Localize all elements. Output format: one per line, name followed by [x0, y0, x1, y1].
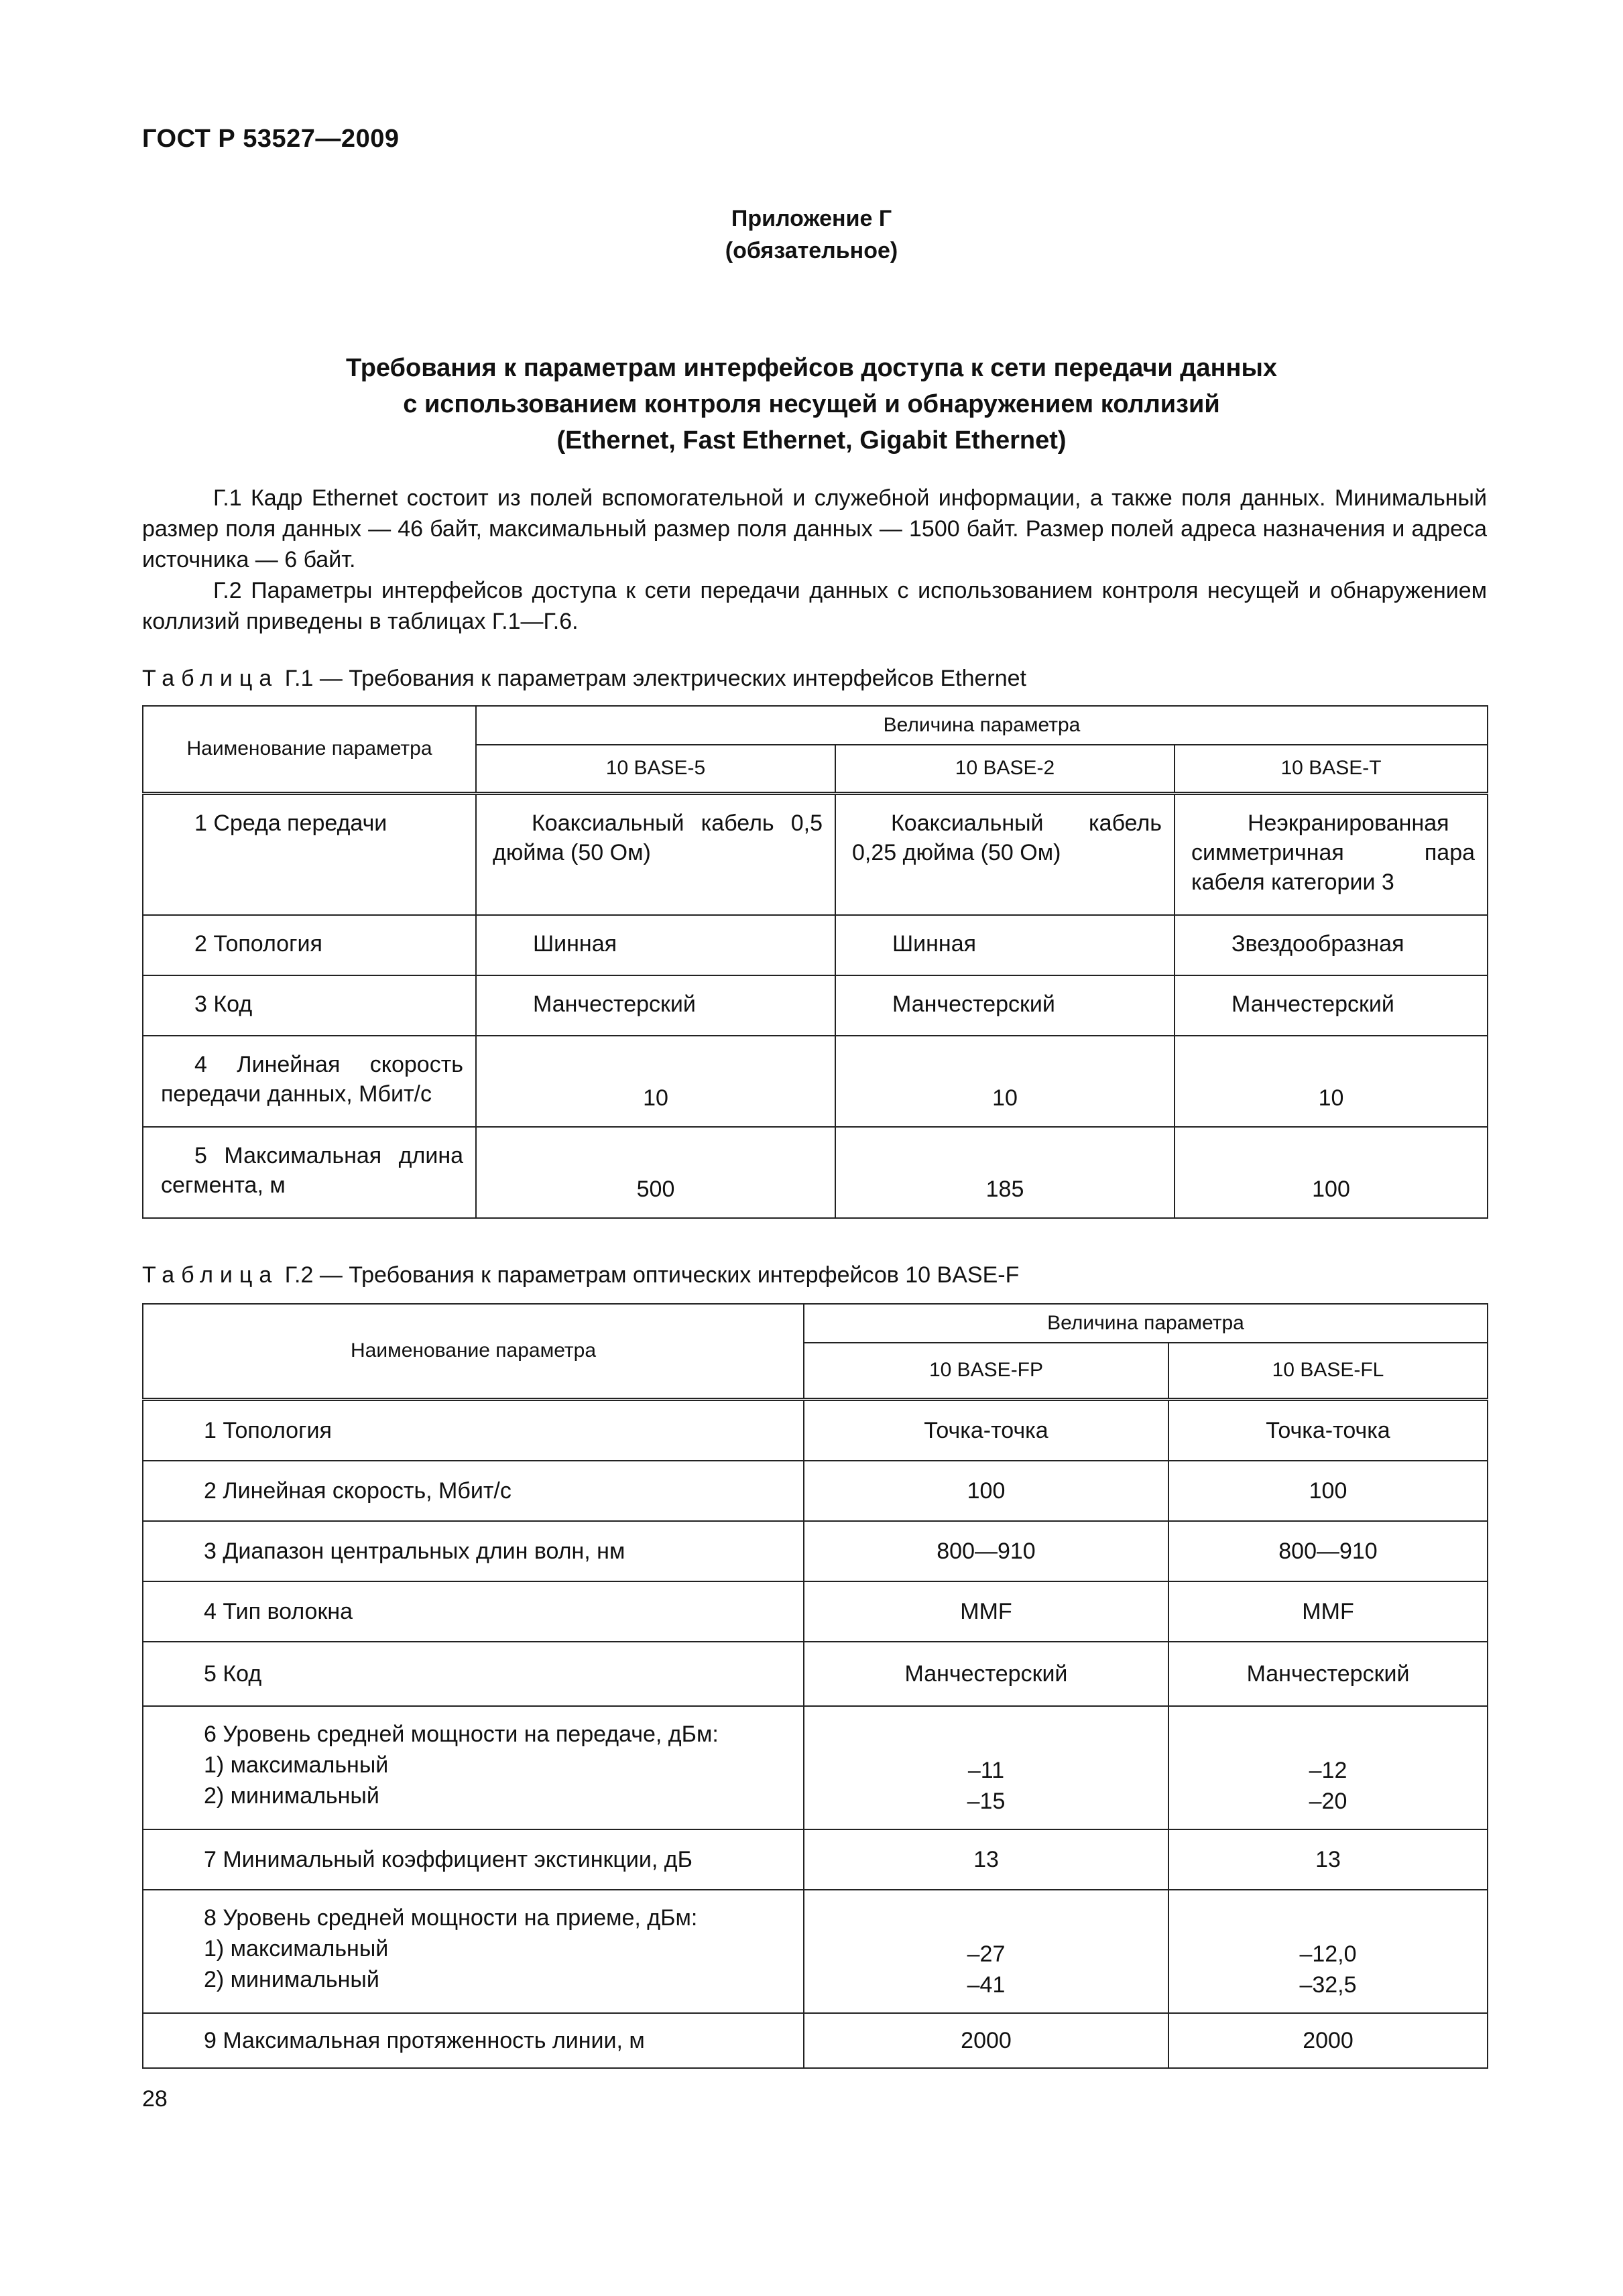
standard-number: ГОСТ Р 53527—2009	[142, 125, 400, 153]
table2-param: 9 Максимальная протяженность линии, м	[143, 2013, 804, 2068]
table2-param-sub: 1) максимальный	[204, 1936, 389, 1961]
table2-col-10basefp: 10 BASE-FP	[804, 1343, 1168, 1399]
table2-cell: Точка-точка	[1168, 1399, 1488, 1461]
title-line-2: с использованием контроля несущей и обнаружением коллизий	[403, 390, 1220, 418]
table-row	[143, 793, 1488, 915]
table2-param-title: 8 Уровень средней мощности на приеме, дБм:	[204, 1905, 698, 1931]
table2-value: –11	[967, 1758, 1005, 1783]
paragraph-g2: Г.2 Параметры интерфейсов доступа к сети передачи данных с использованием контроля несущей и обнаружением коллизий приведены в таблицах Г.1—Г.6.	[142, 578, 1487, 634]
table2-cell: 13	[804, 1829, 1168, 1890]
appendix-heading	[0, 202, 1623, 267]
table1-cell: 185	[835, 1127, 1175, 1218]
table1-cell: 10	[1175, 1036, 1488, 1127]
table-row	[143, 1642, 1488, 1706]
table1-cell: Манчестерский	[1175, 975, 1488, 1036]
table2-param: 5 Код	[143, 1642, 804, 1706]
table1-cell: Коаксиальный кабель 0,25 дюйма (50 Ом)	[835, 793, 1175, 915]
table1-caption-label: Таблица	[142, 666, 279, 691]
table1	[142, 705, 1488, 1219]
table1-col-10base2: 10 BASE-2	[835, 745, 1175, 793]
table2-value: –32,5	[1299, 1972, 1357, 1998]
table-row	[143, 1127, 1488, 1218]
table1-param: 3 Код	[143, 975, 476, 1036]
table-row	[143, 1461, 1488, 1521]
table2-cell	[1168, 1890, 1488, 2013]
table-row	[143, 1521, 1488, 1581]
table2-value: –27	[967, 1941, 1006, 1967]
table1-header-param: Наименование параметра	[143, 706, 476, 793]
table2-cell: 800—910	[804, 1521, 1168, 1581]
table1-cell: 100	[1175, 1127, 1488, 1218]
table1-cell: Звездообразная	[1175, 915, 1488, 975]
table2-value: –12,0	[1299, 1941, 1357, 1967]
table2-caption-label: Таблица	[142, 1262, 279, 1288]
table1-caption	[142, 664, 1026, 693]
appendix-status: (обязательное)	[725, 238, 898, 263]
title-line-3: (Ethernet, Fast Ethernet, Gigabit Ethernet)	[556, 426, 1067, 455]
table2-param-sub: 2) минимальный	[204, 1783, 379, 1809]
table2-value: –41	[967, 1972, 1006, 1998]
paragraph-g1: Г.1 Кадр Ethernet состоит из полей вспомогательной и служебной информации, а также поля данных. Минимальный размер поля данных — 46 байт, максимальный размер поля данных — 1500 байт. Размер полей адреса назначения и адреса источника — 6 байт.	[142, 485, 1487, 572]
table1-cell: Шинная	[835, 915, 1175, 975]
table1-cell: Неэкранированная симметричная пара кабеля категории 3	[1175, 793, 1488, 915]
table1-cell: 500	[476, 1127, 835, 1218]
table1-caption-text: Г.1 — Требования к параметрам электрических интерфейсов Ethernet	[284, 666, 1026, 691]
table1-col-10base5: 10 BASE-5	[476, 745, 835, 793]
table2-cell: 2000	[804, 2013, 1168, 2068]
table-row	[143, 1890, 1488, 2013]
table2-cell: MMF	[1168, 1581, 1488, 1642]
table2-header-value: Величина параметра	[804, 1304, 1488, 1343]
table-row	[143, 1399, 1488, 1461]
table-row	[143, 915, 1488, 975]
table2-param	[143, 1706, 804, 1829]
table2-cell: 100	[804, 1461, 1168, 1521]
table2-cell: 800—910	[1168, 1521, 1488, 1581]
table1-cell: Манчестерский	[835, 975, 1175, 1036]
table2-cell: Точка-точка	[804, 1399, 1168, 1461]
table1-cell: Коаксиальный кабель 0,5 дюйма (50 Ом)	[476, 793, 835, 915]
table-row	[143, 1829, 1488, 1890]
table1-cell: 10	[835, 1036, 1175, 1127]
table1-param: 1 Среда передачи	[143, 793, 476, 915]
table2-cell	[1168, 1706, 1488, 1829]
table2-cell: 100	[1168, 1461, 1488, 1521]
table1-cell: Манчестерский	[476, 975, 835, 1036]
table2-cell: MMF	[804, 1581, 1168, 1642]
table2-param: 1 Топология	[143, 1399, 804, 1461]
table2-cell	[804, 1706, 1168, 1829]
table-row	[143, 2013, 1488, 2068]
table2-param	[143, 1890, 804, 2013]
table1-cell: Шинная	[476, 915, 835, 975]
table-row	[143, 1036, 1488, 1127]
table2-cell: Манчестерский	[804, 1642, 1168, 1706]
table1-param: 4 Линейная скорость передачи данных, Мбит/с	[143, 1036, 476, 1127]
table2-cell: Манчестерский	[1168, 1642, 1488, 1706]
table2-col-10basefl: 10 BASE-FL	[1168, 1343, 1488, 1399]
table2-cell: 2000	[1168, 2013, 1488, 2068]
table2-param: 4 Тип волокна	[143, 1581, 804, 1642]
table1-param: 5 Максимальная длина сегмента, м	[143, 1127, 476, 1218]
table1-cell: 10	[476, 1036, 835, 1127]
table2-param: 7 Минимальный коэффициент экстинкции, дБ	[143, 1829, 804, 1890]
table2-cell	[804, 1890, 1168, 2013]
table2-cell: 13	[1168, 1829, 1488, 1890]
appendix-name: Приложение Г	[731, 206, 892, 231]
table2-param-sub: 2) минимальный	[204, 1967, 379, 1992]
table1-col-10baset: 10 BASE-T	[1175, 745, 1488, 793]
table2-param: 2 Линейная скорость, Мбит/с	[143, 1461, 804, 1521]
table2-value: –15	[967, 1789, 1006, 1814]
table2-caption	[142, 1260, 1019, 1290]
table-row	[143, 1581, 1488, 1642]
table2-param: 3 Диапазон центральных длин волн, нм	[143, 1521, 804, 1581]
table2-value: –12	[1309, 1758, 1347, 1783]
table2-param-sub: 1) максимальный	[204, 1752, 389, 1778]
table2-caption-text: Г.2 — Требования к параметрам оптических интерфейсов 10 BASE-F	[284, 1262, 1020, 1288]
table1-param: 2 Топология	[143, 915, 476, 975]
table2-value: –20	[1309, 1789, 1347, 1814]
table1-header-value: Величина параметра	[476, 706, 1488, 745]
document-title	[0, 350, 1623, 459]
table2	[142, 1303, 1488, 2069]
title-line-1: Требования к параметрам интерфейсов доступа к сети передачи данных	[345, 354, 1278, 382]
table2-param-title: 6 Уровень средней мощности на передаче, дБм:	[204, 1721, 719, 1747]
page-number: 28	[142, 2086, 168, 2112]
table2-header-param: Наименование параметра	[143, 1304, 804, 1399]
table-row	[143, 1706, 1488, 1829]
table-row	[143, 975, 1488, 1036]
